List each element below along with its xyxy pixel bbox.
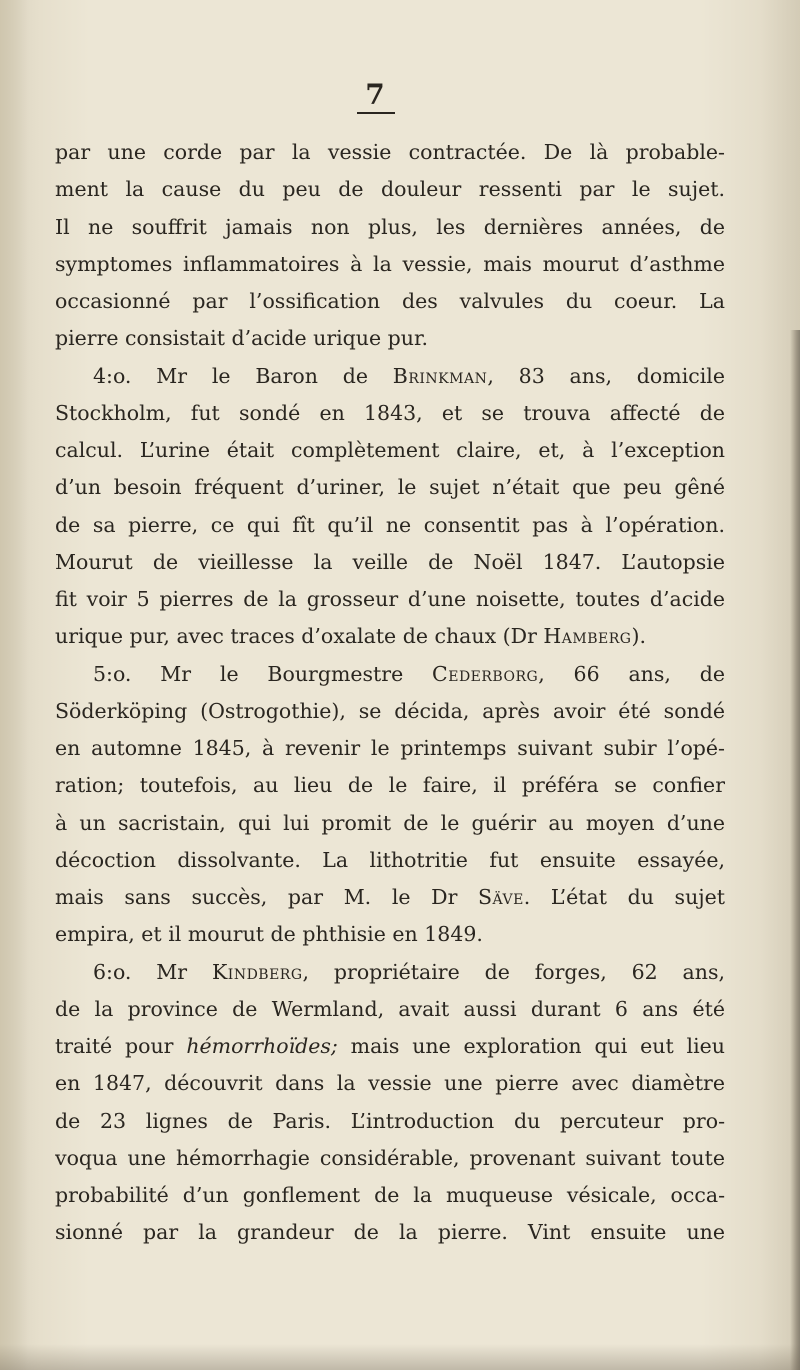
- text-segment: 6:o. Mr: [93, 959, 212, 984]
- text-line: ration; toutefois, au lieu de le faire, il préféra se confier: [55, 773, 725, 798]
- text-segment: urique pur, avec traces d’oxalate de chaux (Dr: [55, 624, 544, 649]
- text-line: [55, 954, 725, 991]
- person-name: Säve: [478, 885, 524, 909]
- person-name: Cederborg: [432, 661, 539, 686]
- text-line: d’un besoin fréquent d’uriner, le sujet n’était que peu gêné: [55, 475, 725, 500]
- text-segment: mais sans succès, par M. le Dr: [55, 885, 478, 909]
- text-line: [55, 358, 725, 395]
- text-segment: , 83 ans, domicile: [487, 363, 725, 388]
- page-bottom-shadow: [0, 1344, 800, 1370]
- page-number-underline: [357, 112, 395, 114]
- text-line: probabilité d’un gonflement de la muqueuse vésicale, occa-: [55, 1183, 725, 1207]
- text-line: en 1847, découvrit dans la vessie une pierre avec diamètre: [55, 1071, 725, 1096]
- text-line: par une corde par la vessie contractée. De là probable-: [55, 140, 725, 164]
- page-number: 7: [365, 78, 385, 111]
- text-line: de la province de Wermland, avait aussi durant 6 ans été: [55, 996, 725, 1021]
- text-segment: traité pour: [55, 1034, 187, 1058]
- text-segment: , 66 ans, de: [538, 661, 725, 686]
- text-line: occasionné par l’ossification des valvules du coeur. La: [55, 289, 725, 313]
- text-segment: mais une exploration qui eut lieu: [337, 1034, 725, 1058]
- text-line: symptomes inflammatoires à la vessie, mais mourut d’asthme: [55, 251, 725, 276]
- text-line: [55, 656, 725, 693]
- text-line: de sa pierre, ce qui fît qu’il ne consentit pas à l’opération.: [55, 512, 725, 537]
- text-line: [55, 879, 725, 916]
- text-line: Mourut de vieillesse la veille de Noël 1847. L’autopsie: [55, 549, 725, 574]
- body-text: [55, 134, 725, 1252]
- text-line: [55, 618, 725, 655]
- text-segment: ).: [631, 624, 646, 649]
- person-name: Kindberg: [211, 959, 303, 984]
- text-line: [55, 1028, 725, 1065]
- text-line: calcul. L’urine était complètement claire, et, à l’exception: [55, 438, 725, 462]
- text-line: de 23 lignes de Paris. L’introduction du percuteur pro-: [55, 1108, 725, 1133]
- text-line: empira, et il mourut de phthisie en 1849.: [55, 922, 483, 947]
- text-line: ment la cause du peu de douleur ressenti par le sujet.: [55, 177, 725, 202]
- text-segment: , propriétaire de forges, 62 ans,: [302, 959, 725, 984]
- text-segment: 5:o. Mr le Bourgmestre: [93, 661, 433, 686]
- text-line: Söderköping (Ostrogothie), se décida, après avoir été sondé: [55, 698, 725, 723]
- text-line: sionné par la grandeur de la pierre. Vint ensuite une: [55, 1220, 725, 1245]
- person-name: Brinkman: [392, 363, 488, 388]
- text-line: à un sacristain, qui lui promit de le guérir au moyen d’une: [55, 810, 725, 835]
- text-line: en automne 1845, à revenir le printemps suivant subir l’opé-: [55, 736, 725, 760]
- page-gutter-shadow: [0, 0, 28, 1370]
- text-line: Stockholm, fut sondé en 1843, et se trouva affecté de: [55, 400, 725, 425]
- text-line: Il ne souffrit jamais non plus, les dernières années, de: [55, 214, 725, 239]
- italic-term: hémorrhoïdes;: [186, 1034, 338, 1058]
- text-line: fit voir 5 pierres de la grosseur d’une noisette, toutes d’acide: [55, 587, 725, 611]
- text-line: pierre consistait d’acide urique pur.: [55, 326, 429, 351]
- text-line: voqua une hémorrhagie considérable, provenant suivant toute: [55, 1145, 725, 1170]
- text-segment: 4:o. Mr le Baron de: [93, 363, 393, 388]
- page-edge: [790, 330, 800, 1370]
- text-segment: . L’état du sujet: [523, 885, 725, 909]
- text-line: décoction dissolvante. La lithotritie fut ensuite essayée,: [55, 847, 725, 872]
- person-name: Hamberg: [543, 624, 632, 649]
